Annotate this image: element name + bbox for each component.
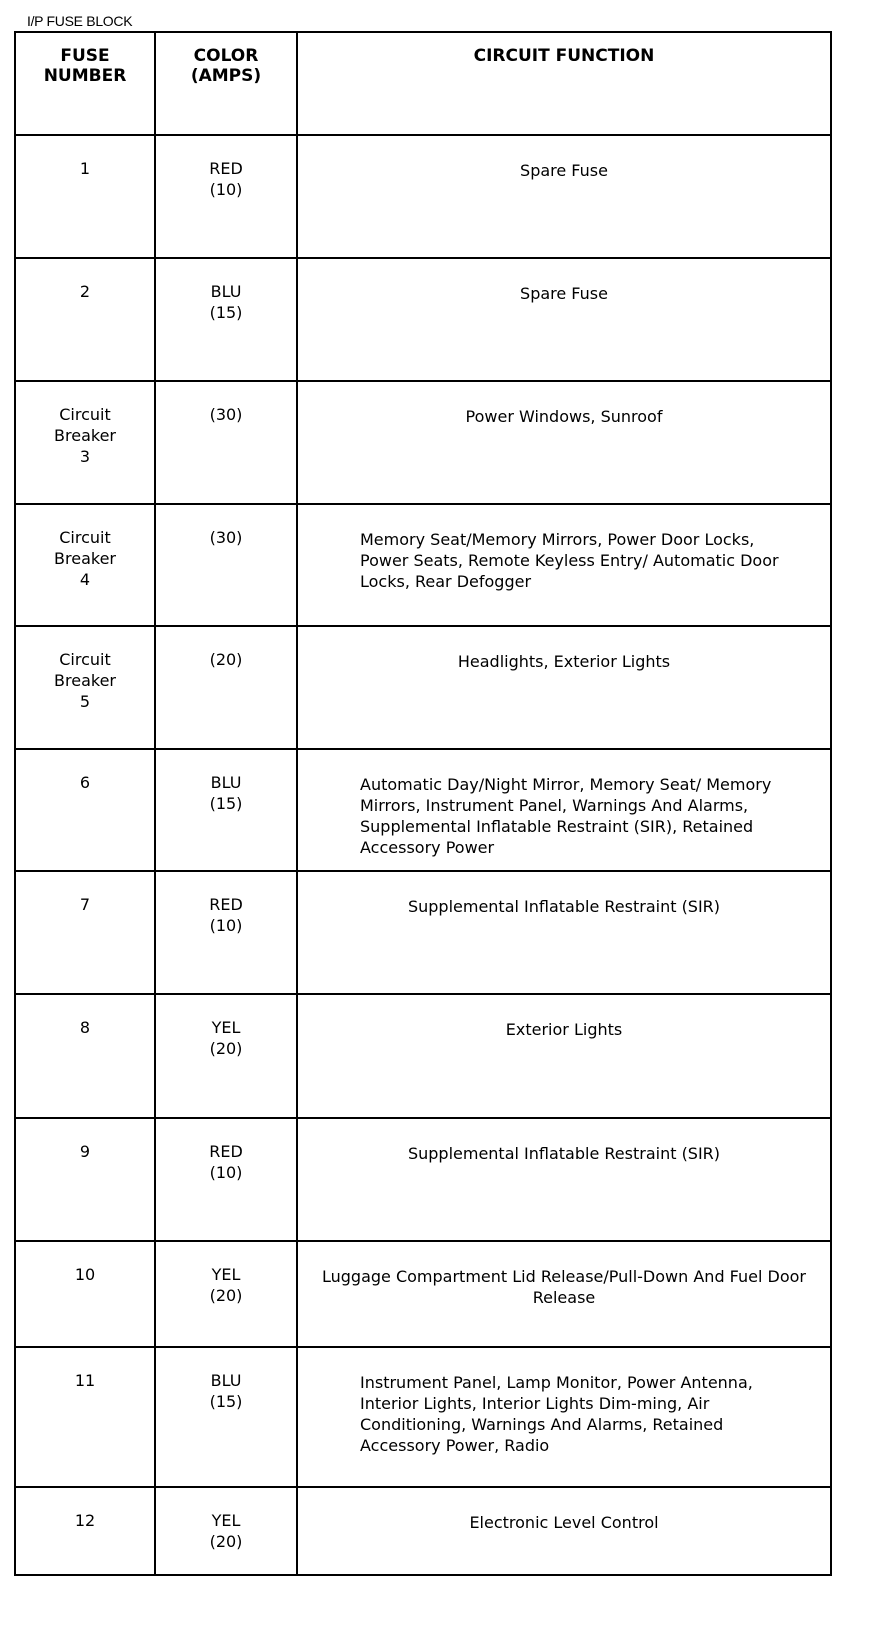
fuse-color-cell: [155, 135, 297, 258]
circuit-function: Automatic Day/Night Mirror, Memory Seat/ Memory Mirrors, Instrument Panel, Warnings And Alarms, Supplemental Inflatable Restraint (SIR), Retained Accessory Power: [360, 775, 772, 857]
circuit-function-cell: [297, 1487, 831, 1575]
circuit-function-cell: [297, 1241, 831, 1347]
fuse-color-cell: [155, 1118, 297, 1241]
fuse-number: 2: [79, 282, 91, 301]
fuse-table: [14, 31, 832, 1576]
fuse-number: Circuit Breaker 3: [54, 405, 116, 466]
fuse-color-cell: [155, 1487, 297, 1575]
circuit-function: Luggage Compartment Lid Release/Pull-Down And Fuel Door Release: [321, 1267, 806, 1307]
circuit-function-cell: [297, 1347, 831, 1487]
header-row: [15, 32, 831, 135]
fuse-color-cell: [155, 626, 297, 749]
circuit-function-cell: [297, 381, 831, 504]
circuit-function-cell: [297, 626, 831, 749]
circuit-function-cell: [297, 258, 831, 381]
fuse-number-cell: [15, 258, 155, 381]
fuse-color-amps: YEL (20): [209, 1265, 243, 1305]
circuit-function: Supplemental Inflatable Restraint (SIR): [407, 897, 721, 916]
fuse-color-cell: [155, 258, 297, 381]
circuit-function: Electronic Level Control: [469, 1513, 659, 1532]
fuse-number: Circuit Breaker 5: [54, 650, 116, 711]
fuse-color-cell: [155, 871, 297, 994]
header-circuit-function: CIRCUIT FUNCTION: [297, 32, 831, 135]
fuse-color-cell: [155, 994, 297, 1118]
fuse-color-amps: RED (10): [209, 1142, 243, 1182]
fuse-number-cell: [15, 871, 155, 994]
fuse-color-amps: (20): [209, 650, 243, 669]
circuit-function-cell: [297, 994, 831, 1118]
circuit-function: Power Windows, Sunroof: [465, 407, 663, 426]
fuse-color-amps: (30): [209, 405, 243, 424]
fuse-number: 10: [74, 1265, 96, 1284]
table-row: [15, 626, 831, 749]
fuse-number-cell: [15, 749, 155, 871]
table-caption: I/P FUSE BLOCK: [27, 13, 133, 29]
fuse-number: Circuit Breaker 4: [54, 528, 116, 589]
table-row: [15, 871, 831, 994]
fuse-number-cell: [15, 1241, 155, 1347]
fuse-color-cell: [155, 1241, 297, 1347]
fuse-number-cell: [15, 1487, 155, 1575]
fuse-color-amps: YEL (20): [209, 1511, 243, 1551]
fuse-color-cell: [155, 504, 297, 626]
header-fuse-number: FUSE NUMBER: [15, 32, 155, 135]
table-row: [15, 1241, 831, 1347]
table-row: [15, 258, 831, 381]
table-row: [15, 381, 831, 504]
circuit-function: Spare Fuse: [520, 284, 608, 303]
fuse-color-amps: RED (10): [209, 895, 243, 935]
fuse-color-amps: BLU (15): [209, 282, 243, 322]
fuse-color-cell: [155, 1347, 297, 1487]
fuse-number-cell: [15, 381, 155, 504]
header-color-amps: COLOR (AMPS): [155, 32, 297, 135]
table-row: [15, 1487, 831, 1575]
table-row: [15, 1118, 831, 1241]
table-row: [15, 749, 831, 871]
fuse-color-cell: [155, 749, 297, 871]
circuit-function-cell: [297, 1118, 831, 1241]
circuit-function-cell: [297, 871, 831, 994]
fuse-number: 8: [79, 1018, 91, 1037]
circuit-function: Headlights, Exterior Lights: [457, 652, 671, 671]
fuse-number: 6: [79, 773, 91, 792]
table-row: [15, 504, 831, 626]
fuse-color-amps: BLU (15): [209, 1371, 243, 1411]
fuse-number: 9: [79, 1142, 91, 1161]
fuse-number: 11: [74, 1371, 96, 1390]
fuse-color-amps: BLU (15): [209, 773, 243, 813]
fuse-color-amps: YEL (20): [209, 1018, 243, 1058]
fuse-number: 12: [74, 1511, 96, 1530]
circuit-function: Spare Fuse: [520, 161, 608, 180]
circuit-function: Exterior Lights: [505, 1020, 623, 1039]
circuit-function: Instrument Panel, Lamp Monitor, Power Antenna, Interior Lights, Interior Lights Dim-ming, Air Conditioning, Warnings And Alarms, Retained Accessory Power, Radio: [360, 1373, 753, 1455]
fuse-number-cell: [15, 994, 155, 1118]
fuse-number-cell: [15, 504, 155, 626]
table-row: [15, 994, 831, 1118]
circuit-function-cell: [297, 749, 831, 871]
fuse-number: 7: [79, 895, 91, 914]
fuse-number-cell: [15, 626, 155, 749]
circuit-function: Memory Seat/Memory Mirrors, Power Door Locks, Power Seats, Remote Keyless Entry/ Automatic Door Locks, Rear Defogger: [360, 530, 779, 591]
table-row: [15, 135, 831, 258]
fuse-number-cell: [15, 135, 155, 258]
circuit-function-cell: [297, 504, 831, 626]
fuse-color-amps: (30): [209, 528, 243, 547]
table-row: [15, 1347, 831, 1487]
fuse-color-cell: [155, 381, 297, 504]
circuit-function: Supplemental Inflatable Restraint (SIR): [407, 1144, 721, 1163]
fuse-number-cell: [15, 1118, 155, 1241]
circuit-function-cell: [297, 135, 831, 258]
fuse-number: 1: [79, 159, 91, 178]
fuse-color-amps: RED (10): [209, 159, 243, 199]
fuse-number-cell: [15, 1347, 155, 1487]
